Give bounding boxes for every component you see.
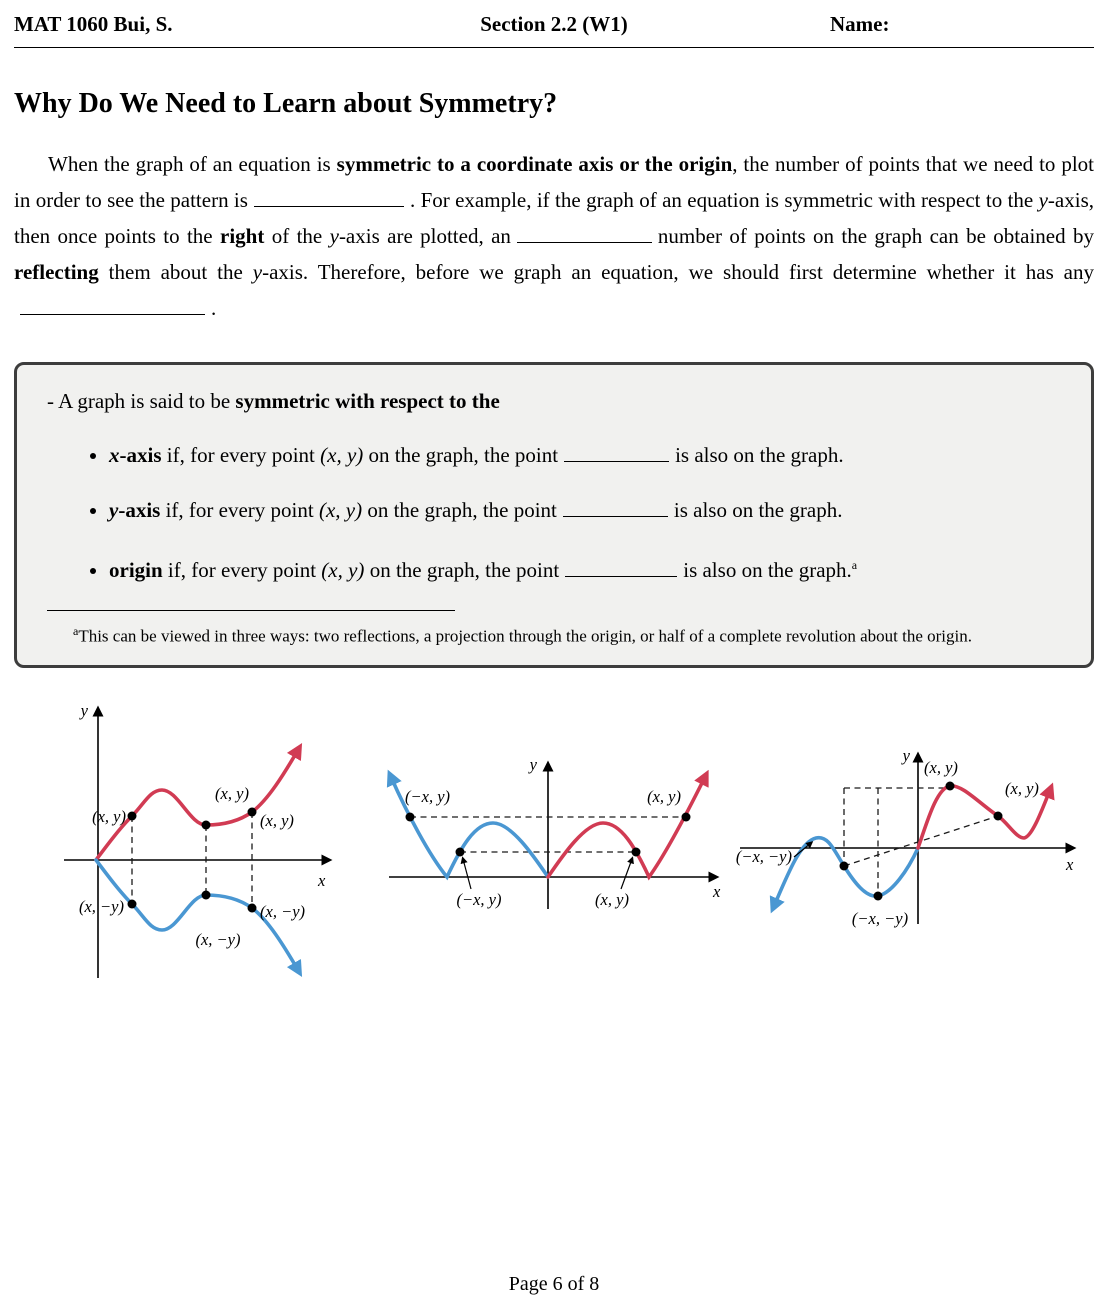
footnote-marker: a: [851, 558, 858, 572]
point-label: (−x, −y): [735, 846, 792, 866]
symmetry-bullet-list: [47, 440, 1061, 585]
intro-paragraph: [14, 146, 1094, 326]
y-axis-label: y: [80, 700, 88, 720]
point-label: (x, y): [215, 783, 249, 803]
fill-in-blank[interactable]: [565, 556, 677, 577]
point-label: (x, y): [260, 810, 294, 830]
point-marker: [406, 812, 415, 821]
label-pointer-arrow: [621, 859, 632, 889]
text-segment: right: [220, 224, 265, 248]
text-segment: y: [329, 224, 339, 248]
page-header: [14, 12, 1094, 48]
fill-in-blank[interactable]: [254, 186, 404, 207]
upper-curve: [96, 750, 298, 860]
section-title: Section 2.2 (W1): [480, 12, 628, 36]
x-axis-label: x: [1066, 854, 1074, 874]
text-segment: (x, y): [321, 558, 365, 582]
definition-box: [14, 362, 1094, 668]
y-axis-symmetry-graph: [383, 755, 728, 917]
point-marker: [456, 847, 465, 856]
text-segment: symmetric to a coordinate axis or the origin: [336, 152, 733, 176]
text-segment: on the graph, the point: [363, 443, 559, 467]
fill-in-blank[interactable]: [564, 441, 669, 462]
text-segment: is also on the graph.: [683, 558, 852, 582]
text-segment: reflecting: [14, 260, 99, 284]
x-axis-symmetry-graph: [56, 698, 348, 988]
text-segment: y: [1038, 188, 1048, 212]
text-segment: , the number of points that we need to plot in order to see the pattern is: [14, 152, 1095, 212]
point-marker: [682, 812, 691, 821]
point-marker: [840, 861, 849, 870]
page-number: Page 6 of 8: [508, 1273, 600, 1295]
point-label: (−x, y): [405, 786, 451, 806]
y-axis-definition: [109, 495, 1061, 525]
page-title: Why Do We Need to Learn about Symmetry?: [14, 88, 558, 119]
footnote-rule: [47, 610, 455, 611]
x-axis-definition: [109, 440, 1061, 470]
text-segment: -axis are plotted, an: [338, 224, 511, 248]
text-segment: of the: [264, 224, 330, 248]
text-segment: -axis, then once points to the: [14, 188, 1094, 248]
point-marker: [128, 899, 137, 908]
text-segment: is also on the graph.: [675, 443, 844, 467]
x-axis-label: x: [318, 870, 326, 890]
text-segment: -axis: [119, 443, 162, 467]
text-segment: them about the: [98, 260, 253, 284]
x-axis-label: x: [713, 881, 721, 901]
text-segment: (x, y): [318, 498, 363, 522]
label-pointer-arrow: [463, 859, 471, 889]
label-pointer-arrow: [794, 843, 811, 857]
definition-lead: [47, 389, 1061, 414]
text-segment: - A graph is said to be: [47, 389, 236, 413]
text-segment: number of points on the graph can be obtained by: [657, 224, 1094, 248]
text-segment: -axis: [118, 498, 161, 522]
footnote-marker: a: [73, 624, 79, 638]
point-label: (x, −y): [260, 901, 306, 921]
origin-symmetry-graph: [728, 746, 1086, 941]
footnote: [47, 619, 1061, 649]
point-label: (x, y): [647, 786, 681, 806]
point-label: (x, y): [1005, 778, 1039, 798]
point-label: (−x, y): [456, 889, 502, 909]
point-marker: [874, 891, 883, 900]
y-axis-label: y: [902, 745, 910, 765]
text-segment: This can be viewed in three ways: two reflections, a projection through the origin, or half of a complete revolution about the origin.: [78, 626, 972, 646]
fill-in-blank[interactable]: [20, 294, 205, 315]
text-segment: y: [109, 498, 119, 522]
point-marker: [128, 811, 137, 820]
fill-in-blank[interactable]: [517, 222, 652, 243]
symmetry-graphs: [14, 698, 1094, 1008]
text-segment: on the graph, the point: [362, 498, 557, 522]
point-label: (x, −y): [195, 929, 241, 949]
text-segment: . For example, if the graph of an equation is symmetric with respect to the: [409, 188, 1039, 212]
text-segment: if, for every point: [162, 558, 322, 582]
fill-in-blank[interactable]: [563, 496, 668, 517]
text-segment: if, for every point: [160, 498, 319, 522]
text-segment: x: [109, 443, 120, 467]
point-marker: [202, 890, 211, 899]
origin-definition: [109, 550, 1061, 585]
point-marker: [248, 903, 257, 912]
text-segment: When the graph of an equation is: [48, 152, 337, 176]
right-curve: [548, 777, 705, 877]
text-segment: origin: [109, 558, 163, 582]
text-segment: -axis. Therefore, before we graph an equation, we should first determine whether it has any: [262, 260, 1094, 284]
point-label: (x, y): [92, 806, 126, 826]
point-marker: [248, 807, 257, 816]
point-label: (x, −y): [78, 896, 124, 916]
point-label: (x, y): [595, 889, 629, 909]
text-segment: is also on the graph.: [673, 498, 843, 522]
point-marker: [994, 811, 1003, 820]
point-label: (x, y): [924, 757, 958, 777]
point-marker: [946, 781, 955, 790]
y-axis-label: y: [529, 754, 537, 774]
text-segment: on the graph, the point: [364, 558, 560, 582]
point-marker: [632, 847, 641, 856]
name-label: Name:: [830, 12, 890, 36]
point-marker: [202, 820, 211, 829]
course-code: MAT 1060 Bui, S.: [14, 12, 173, 36]
text-segment: (x, y): [320, 443, 364, 467]
point-label: (−x, −y): [851, 908, 909, 928]
text-segment: symmetric with respect to the: [235, 389, 500, 413]
text-segment: .: [211, 296, 217, 320]
text-segment: y: [252, 260, 263, 284]
text-segment: if, for every point: [161, 443, 321, 467]
